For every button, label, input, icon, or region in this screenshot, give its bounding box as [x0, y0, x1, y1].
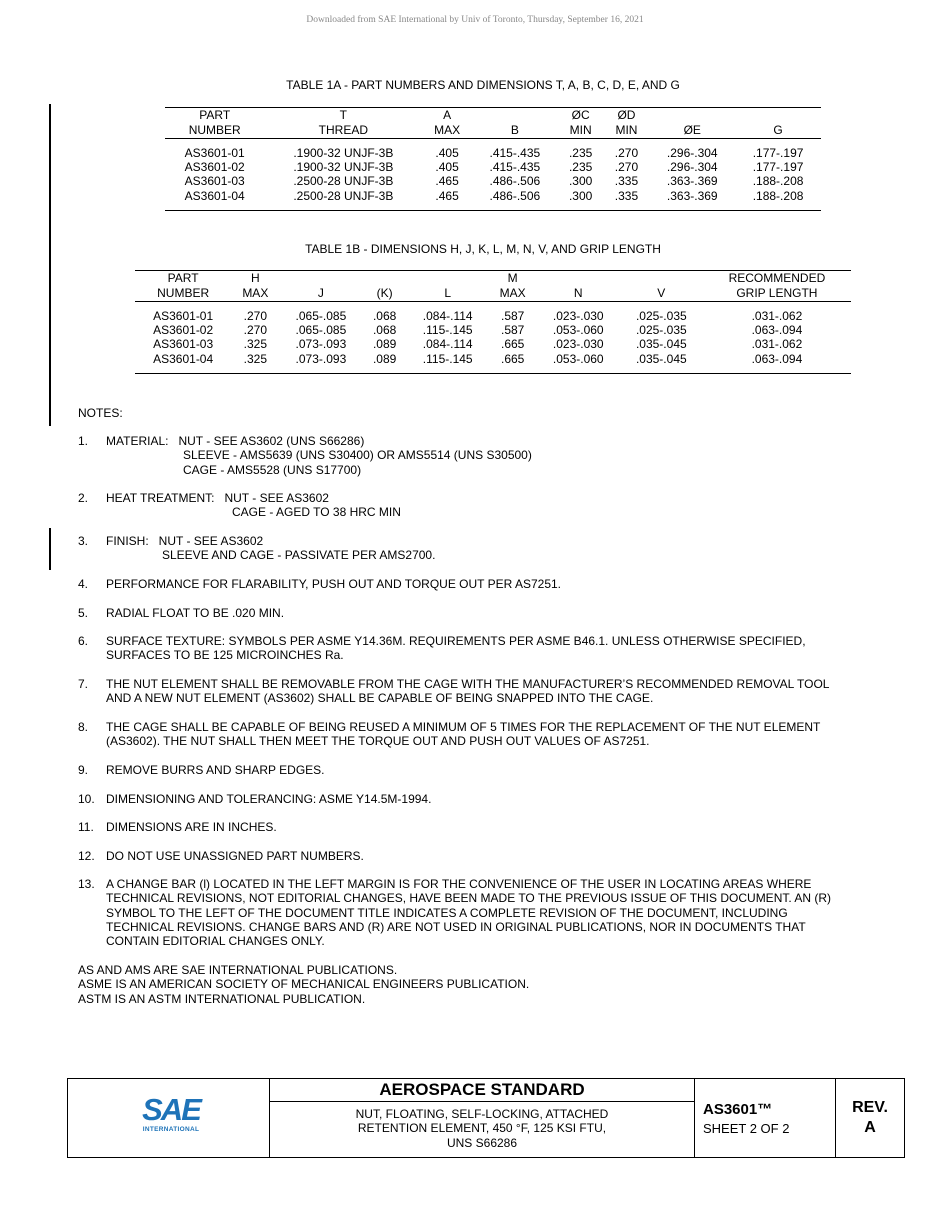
table-cell: .486-.506: [489, 188, 541, 203]
revision-cell: [836, 1079, 904, 1157]
column-header: [264, 108, 422, 139]
column-header-line: ØC: [571, 108, 590, 122]
table-cell: AS3601-04: [153, 351, 214, 366]
table-cell: .053-.060: [552, 323, 604, 338]
column-header-line: GRIP LENGTH: [736, 285, 818, 300]
table-cell: .065-.085: [295, 309, 347, 323]
note-item: [78, 792, 868, 806]
download-note: Downloaded from SAE International by Univ of Toronto, Thursday, September 16, 2021: [306, 15, 644, 25]
table-cell: AS3601-04: [184, 188, 245, 203]
note-body: [106, 849, 868, 863]
column-header: [489, 271, 537, 302]
column-header: [362, 271, 406, 302]
table-cell: .2500-28 UNJF-3B: [293, 188, 394, 203]
column-header-line: MAX: [434, 122, 461, 137]
column-header: [558, 108, 604, 139]
table-cell: .405: [435, 146, 459, 160]
note-line: MATERIAL: NUT - SEE AS3602 (UNS S66286): [106, 434, 365, 448]
notes-heading: NOTES:: [78, 406, 123, 420]
note-item: [78, 720, 868, 749]
note-line: CAGE - AGED TO 38 HRC MIN: [232, 505, 401, 520]
column-header-line: J: [317, 285, 324, 300]
table-row: [165, 189, 821, 211]
note-item: [78, 491, 868, 520]
table-cell: AS3601-03: [184, 174, 245, 189]
column-header: [620, 271, 703, 302]
note-number: 11.: [78, 820, 94, 834]
table-cell: .035-.045: [635, 351, 687, 366]
column-header-line: MAX: [499, 285, 526, 300]
note-line: SURFACES TO BE 125 MICROINCHES Ra.: [106, 648, 344, 663]
column-header-line: PART: [167, 271, 199, 285]
rev-value: A: [864, 1119, 876, 1136]
publication-line: ASTM IS AN ASTM INTERNATIONAL PUBLICATION.: [78, 991, 366, 1006]
table-cell: .665: [500, 351, 525, 366]
note-body: [106, 491, 868, 520]
note-line: A CHANGE BAR (l) LOCATED IN THE LEFT MARGIN IS FOR THE CONVENIENCE OF THE USER IN LOCATING AREAS WHERE: [106, 877, 812, 891]
note-line: HEAT TREATMENT: NUT - SEE AS3602: [106, 491, 329, 505]
note-number: 2.: [78, 491, 89, 505]
column-header-line: MAX: [242, 285, 269, 300]
column-header-line: NUMBER: [157, 285, 210, 300]
doc-number: AS3601™: [703, 1101, 773, 1118]
note-body: [106, 434, 868, 477]
note-item: [78, 820, 868, 834]
note-number: 3.: [78, 534, 89, 548]
note-line: TECHNICAL REVISIONS. CHANGE BARS AND (R) ARE NOT USED IN ORIGINAL PUBLICATIONS, NOR IN DOCUMENTS THAT: [106, 919, 806, 934]
table-cell: .363-.369: [666, 188, 718, 203]
table-cell: .068: [372, 323, 397, 338]
note-line: THE NUT ELEMENT SHALL BE REMOVABLE FROM THE CAGE WITH THE MANUFACTURER’S RECOMMENDED REMOVAL TOOL: [106, 677, 830, 691]
column-header-line: [411, 271, 485, 286]
column-header-line: H: [250, 271, 260, 285]
note-line: THE CAGE SHALL BE CAPABLE OF BEING REUSED A MINIMUM OF 5 TIMES FOR THE REPLACEMENT OF THE NUT ELEMENT: [106, 720, 821, 734]
publication-line: ASME IS AN AMERICAN SOCIETY OF MECHANICAL ENGINEERS PUBLICATION.: [78, 977, 530, 992]
table-cell: .035-.045: [635, 337, 687, 352]
note-body: [106, 577, 868, 591]
change-bar: [49, 528, 51, 570]
table-cell: .073-.093: [295, 351, 347, 366]
note-body: [106, 534, 868, 563]
column-header-line: [541, 271, 616, 286]
table-cell: .068: [372, 309, 397, 323]
note-number: 4.: [78, 577, 89, 591]
title-block: [67, 1078, 905, 1158]
table-cell: .177-.197: [752, 146, 804, 160]
table-1b: [135, 270, 851, 374]
note-body: [106, 634, 868, 663]
table-cell: .235: [568, 146, 593, 160]
note-item: [78, 577, 868, 591]
sae-logo-text: SAE: [142, 1092, 200, 1127]
rev-label: REV.: [852, 1099, 888, 1116]
table-cell: .063-.094: [751, 323, 803, 338]
note-line: SLEEVE AND CAGE - PASSIVATE PER AMS2700.: [162, 548, 436, 563]
table-cell: .188-.208: [752, 188, 804, 203]
column-header: [604, 108, 650, 139]
table-cell: .270: [614, 146, 639, 160]
table-cell: .023-.030: [552, 337, 604, 352]
note-number: 8.: [78, 720, 89, 734]
title-cell: [270, 1079, 695, 1157]
sae-logo-sub: INTERNATIONAL: [142, 1126, 200, 1133]
table-1a: [165, 107, 821, 211]
column-header: [735, 108, 821, 139]
table-cell: .335: [614, 174, 639, 189]
note-line: DIMENSIONING AND TOLERANCING: ASME Y14.5M-1994.: [106, 792, 432, 806]
column-header: [135, 271, 231, 302]
note-number: 7.: [78, 677, 89, 691]
column-header-line: ØD: [617, 108, 636, 122]
note-line: PERFORMANCE FOR FLARABILITY, PUSH OUT AND TORQUE OUT PER AS7251.: [106, 577, 562, 591]
note-line: SLEEVE - AMS5639 (UNS S30400) OR AMS5514 (UNS S30500): [183, 448, 532, 463]
note-item: [78, 606, 868, 620]
note-line: SYMBOL TO THE LEFT OF THE DOCUMENT TITLE INDICATES A COMPLETE REVISION OF THE DOCUMENT, INCLUDING: [106, 905, 788, 920]
note-body: [106, 677, 868, 706]
table-cell: AS3601-03: [153, 337, 214, 352]
table-cell: .023-.030: [552, 309, 604, 323]
table-cell: .465: [435, 174, 459, 189]
note-item: [78, 534, 868, 563]
note-line: FINISH: NUT - SEE AS3602: [106, 534, 264, 548]
column-header-line: NUMBER: [188, 122, 241, 137]
table-cell: .415-.435: [489, 146, 541, 160]
column-header-line: [476, 108, 554, 123]
table-cell: .335: [614, 188, 639, 203]
column-header-line: G: [773, 122, 783, 137]
table-cell: .587: [500, 309, 525, 323]
table-cell: .073-.093: [295, 337, 347, 352]
description-line: UNS S66286: [446, 1135, 518, 1150]
table-row: [135, 352, 851, 374]
publications: [78, 963, 529, 1006]
column-header-line: MIN: [615, 122, 638, 137]
table-cell: .031-.062: [751, 309, 803, 323]
table-cell: AS3601-01: [153, 309, 214, 323]
column-header-line: ØE: [683, 122, 701, 137]
table-cell: .665: [500, 337, 525, 352]
column-header-line: [739, 108, 817, 123]
table-cell: .065-.085: [295, 323, 347, 338]
column-header-line: [624, 271, 699, 286]
note-line: CAGE - AMS5528 (UNS S17700): [183, 462, 362, 477]
note-line: (AS3602). THE NUT SHALL THEN MEET THE TORQUE OUT AND PUSH OUT VALUES OF AS7251.: [106, 734, 650, 749]
table-cell: .063-.094: [751, 351, 803, 366]
note-number: 12.: [78, 849, 95, 863]
note-line: AND A NEW NUT ELEMENT (AS3602) SHALL BE CAPABLE OF BEING SNAPPED INTO THE CAGE.: [106, 691, 654, 706]
column-header-line: B: [510, 122, 519, 137]
table-cell: AS3601-02: [184, 160, 245, 175]
change-bar: [49, 104, 51, 426]
column-header-line: L: [444, 285, 452, 300]
column-header: [407, 271, 489, 302]
standard-description: [270, 1102, 694, 1150]
table-row: [135, 323, 851, 337]
column-header-line: V: [657, 285, 666, 300]
table-1b-title: TABLE 1B - DIMENSIONS H, J, K, L, M, N, V, AND GRIP LENGTH: [305, 242, 661, 256]
publication-line: AS AND AMS ARE SAE INTERNATIONAL PUBLICATIONS.: [78, 963, 398, 977]
table-cell: .415-.435: [489, 160, 541, 175]
note-line: RADIAL FLOAT TO BE .020 MIN.: [106, 606, 285, 620]
description-line: NUT, FLOATING, SELF-LOCKING, ATTACHED: [355, 1107, 609, 1121]
column-header: [165, 108, 264, 139]
column-header-line: PART: [199, 108, 231, 122]
table-row: [135, 337, 851, 351]
note-line: REMOVE BURRS AND SHARP EDGES.: [106, 763, 325, 777]
description-line: RETENTION ELEMENT, 450 °F, 125 KSI FTU,: [357, 1121, 607, 1136]
table-cell: .1900-32 UNJF-3B: [293, 146, 394, 160]
table-cell: .084-.114: [422, 337, 473, 352]
table-cell: AS3601-01: [184, 146, 245, 160]
note-body: [106, 606, 868, 620]
note-number: 13.: [78, 877, 95, 891]
note-line: TECHNICAL REVISIONS, NOT EDITORIAL CHANGES, HAVE BEEN MADE TO THE PREVIOUS ISSUE OF THIS DOCUMENT. AN (R): [106, 891, 832, 906]
table-cell: .465: [435, 188, 459, 203]
column-header-line: T: [339, 108, 347, 122]
table-cell: .486-.506: [489, 174, 541, 189]
column-header: [422, 108, 472, 139]
table-cell: .325: [243, 337, 267, 352]
table-cell: .296-.304: [666, 146, 718, 160]
column-header: [649, 108, 735, 139]
table-cell: .089: [372, 351, 397, 366]
note-item: [78, 634, 868, 663]
table-cell: .2500-28 UNJF-3B: [293, 174, 394, 189]
table-cell: .235: [568, 160, 593, 175]
column-header-line: [653, 108, 731, 123]
column-header-line: [366, 271, 402, 286]
table-cell: .115-.145: [422, 323, 473, 338]
note-body: [106, 763, 868, 777]
table-cell: .031-.062: [751, 337, 803, 352]
table-cell: .025-.035: [635, 323, 687, 338]
table-cell: .1900-32 UNJF-3B: [293, 160, 394, 175]
table-cell: .177-.197: [752, 160, 804, 175]
table-cell: .270: [614, 160, 639, 175]
column-header-line: THREAD: [318, 122, 368, 137]
column-header: [703, 271, 851, 302]
logo-cell: [68, 1079, 270, 1157]
table-cell: .270: [243, 309, 267, 323]
table-cell: .089: [372, 337, 397, 352]
doc-number-cell: [695, 1079, 836, 1157]
table-row: [165, 174, 821, 188]
note-body: [106, 720, 868, 749]
note-item: [78, 849, 868, 863]
note-number: 6.: [78, 634, 89, 648]
table-cell: .325: [243, 351, 267, 366]
column-header-line: N: [573, 285, 583, 300]
note-body: [106, 792, 868, 806]
note-number: 5.: [78, 606, 89, 620]
note-body: [106, 877, 868, 948]
table-cell: AS3601-02: [153, 323, 214, 338]
table-cell: .363-.369: [666, 174, 718, 189]
note-line: CONTAIN EDITORIAL CHANGES ONLY.: [106, 934, 325, 949]
table-cell: .300: [568, 188, 593, 203]
table-cell: .405: [435, 160, 459, 175]
note-item: [78, 434, 868, 477]
column-header: [279, 271, 362, 302]
column-header-line: (K): [376, 285, 393, 300]
table-cell: .053-.060: [552, 351, 604, 366]
column-header: [231, 271, 279, 302]
column-header-line: MIN: [569, 122, 592, 137]
table-cell: .270: [243, 323, 267, 338]
table-cell: .025-.035: [635, 309, 687, 323]
table-row: [165, 139, 821, 161]
note-line: DO NOT USE UNASSIGNED PART NUMBERS.: [106, 849, 364, 863]
table-cell: .296-.304: [666, 160, 718, 175]
sae-logo: [136, 1092, 206, 1134]
table-cell: .084-.114: [422, 309, 473, 323]
table-cell: .300: [568, 174, 593, 189]
table-1a-title: TABLE 1A - PART NUMBERS AND DIMENSIONS T, A, B, C, D, E, AND G: [286, 78, 680, 92]
note-item: [78, 763, 868, 777]
table-row: [135, 302, 851, 324]
column-header-line: [283, 271, 358, 286]
note-number: 10.: [78, 792, 95, 806]
column-header-line: M: [507, 271, 518, 285]
table-cell: .188-.208: [752, 174, 804, 189]
table-row: [165, 160, 821, 174]
table-cell: .115-.145: [422, 351, 473, 366]
table-cell: .587: [500, 323, 525, 338]
note-number: 1.: [78, 434, 89, 448]
note-item: [78, 877, 868, 948]
column-header: [472, 108, 558, 139]
note-line: SURFACE TEXTURE: SYMBOLS PER ASME Y14.36M. REQUIREMENTS PER ASME B46.1. UNLESS OTHERWISE SPECIFIED,: [106, 634, 806, 648]
column-header-line: RECOMMENDED: [728, 271, 826, 285]
standard-heading: AEROSPACE STANDARD: [270, 1079, 694, 1102]
column-header: [537, 271, 620, 302]
note-number: 9.: [78, 763, 89, 777]
note-line: DIMENSIONS ARE IN INCHES.: [106, 820, 277, 834]
note-body: [106, 820, 868, 834]
sheet-number: SHEET 2 OF 2: [703, 1121, 790, 1136]
column-header-line: A: [443, 108, 452, 122]
note-item: [78, 677, 868, 706]
